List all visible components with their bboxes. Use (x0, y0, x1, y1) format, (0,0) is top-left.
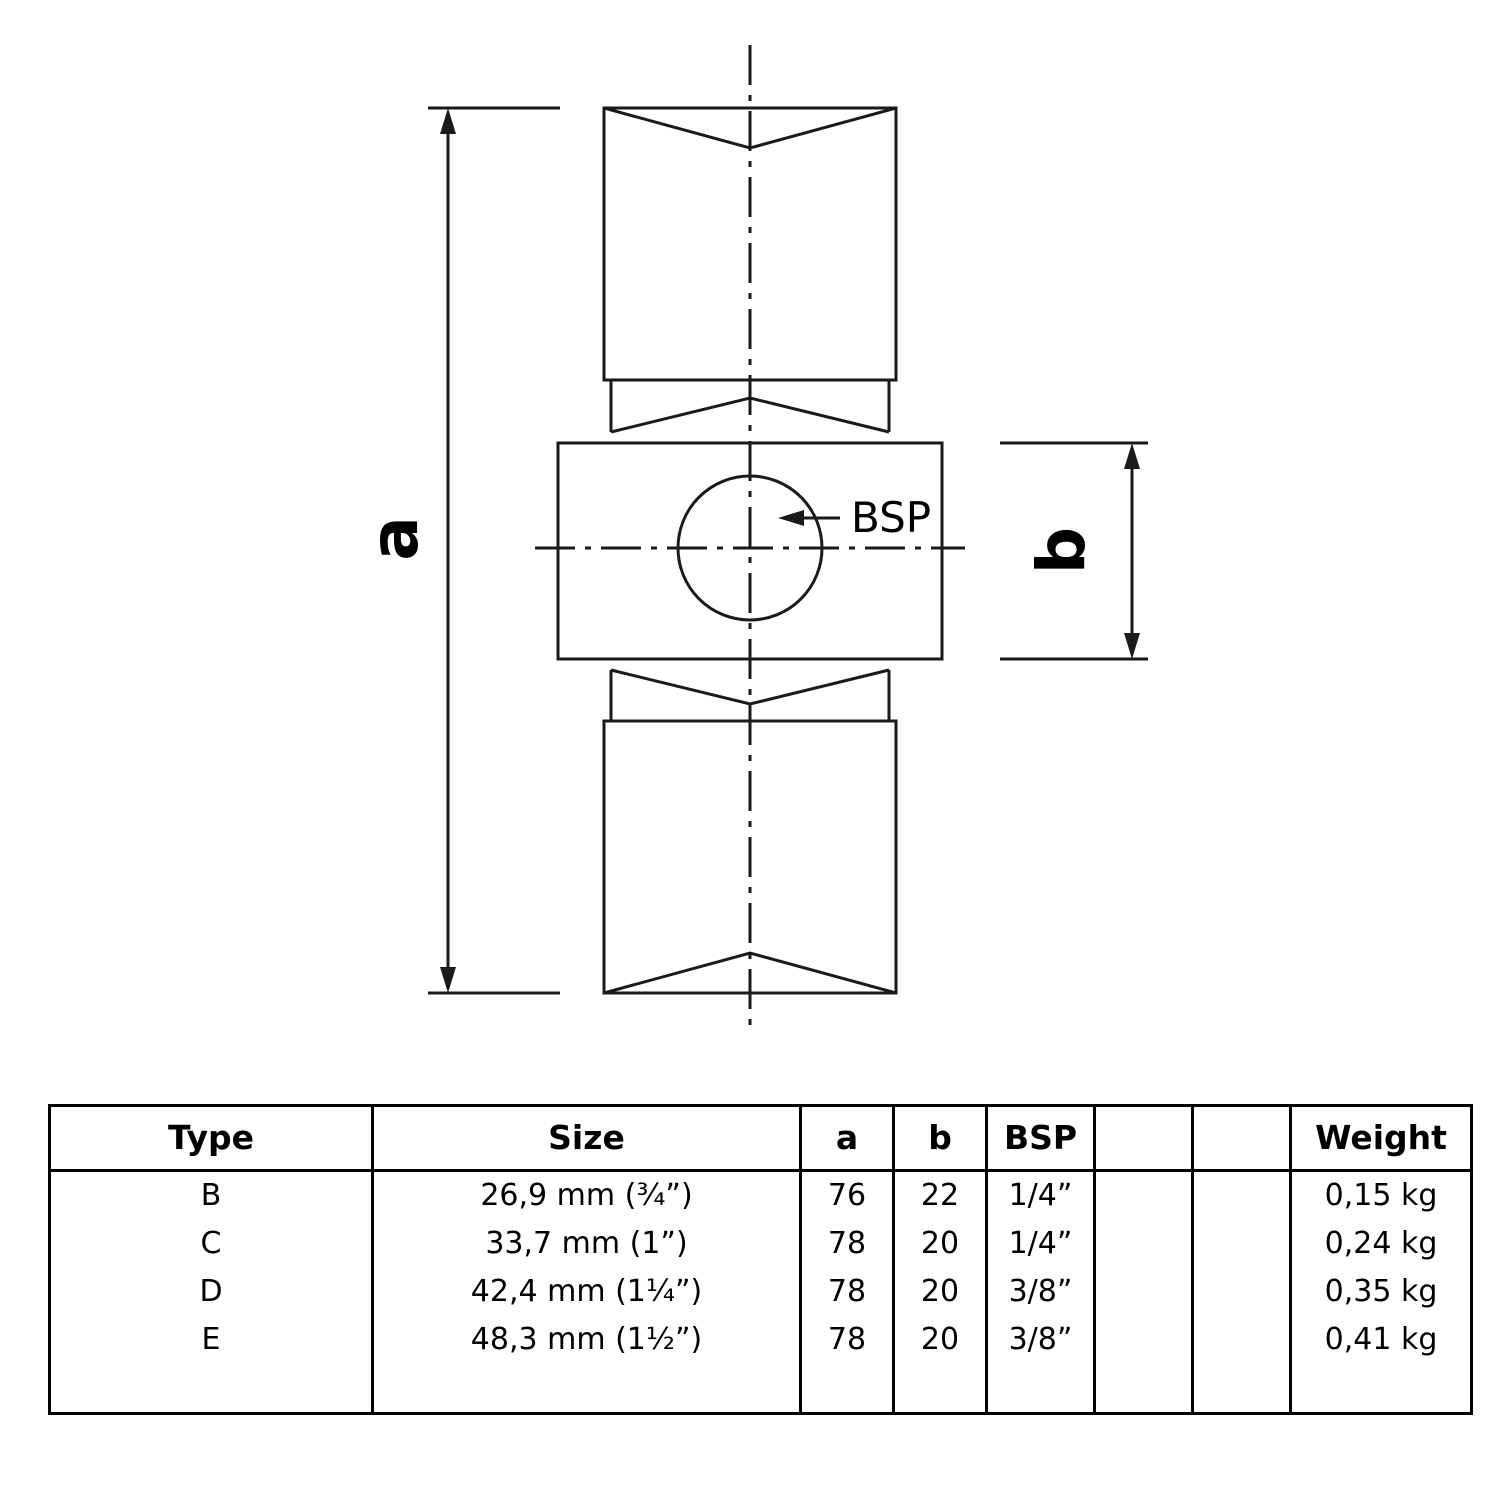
cell-weight: 0,24 kg (1291, 1220, 1472, 1268)
cell-type: E (50, 1316, 373, 1364)
cell-size: 48,3 mm (1½”) (373, 1316, 801, 1364)
cell-a: 76 (801, 1171, 894, 1221)
cell-empty (1291, 1364, 1472, 1414)
dimension-label-a: a (355, 516, 433, 561)
table-row (50, 1171, 1472, 1221)
a-arrow-bottom (440, 967, 456, 993)
cell-a: 78 (801, 1220, 894, 1268)
cell-blank-1 (1095, 1171, 1193, 1221)
cell-a: 78 (801, 1268, 894, 1316)
cell-size: 33,7 mm (1”) (373, 1220, 801, 1268)
cell-empty (1193, 1364, 1291, 1414)
cell-type: C (50, 1220, 373, 1268)
header-bsp: BSP (987, 1106, 1095, 1171)
header-size: Size (373, 1106, 801, 1171)
cell-empty (1095, 1364, 1193, 1414)
cell-b: 20 (894, 1220, 987, 1268)
bsp-callout-label: BSP (851, 493, 932, 542)
a-arrow-top (440, 108, 456, 134)
bsp-leader-arrow (778, 510, 804, 526)
cell-blank-1 (1095, 1220, 1193, 1268)
cell-blank-2 (1193, 1220, 1291, 1268)
cell-weight: 0,35 kg (1291, 1268, 1472, 1316)
cell-bsp: 1/4” (987, 1220, 1095, 1268)
header-a: a (801, 1106, 894, 1171)
cell-empty (894, 1364, 987, 1414)
cell-size: 42,4 mm (1¼”) (373, 1268, 801, 1316)
cell-weight: 0,41 kg (1291, 1316, 1472, 1364)
cell-empty (50, 1364, 373, 1414)
cell-b: 20 (894, 1268, 987, 1316)
cell-weight: 0,15 kg (1291, 1171, 1472, 1221)
cell-size: 26,9 mm (¾”) (373, 1171, 801, 1221)
header-type: Type (50, 1106, 373, 1171)
header-b: b (894, 1106, 987, 1171)
header-weight: Weight (1291, 1106, 1472, 1171)
cell-a: 78 (801, 1316, 894, 1364)
cell-b: 22 (894, 1171, 987, 1221)
table-body (50, 1171, 1472, 1414)
cell-blank-2 (1193, 1171, 1291, 1221)
dimension-label-b: b (1023, 526, 1101, 575)
table-row (50, 1268, 1472, 1316)
table-header-row (50, 1106, 1472, 1171)
specification-table-container (48, 1104, 1446, 1415)
cell-type: D (50, 1268, 373, 1316)
cell-type: B (50, 1171, 373, 1221)
table-header (50, 1106, 1472, 1171)
cell-empty (801, 1364, 894, 1414)
cell-empty (373, 1364, 801, 1414)
header-blank-2 (1193, 1106, 1291, 1171)
cell-b: 20 (894, 1316, 987, 1364)
table-empty-row (50, 1364, 1472, 1414)
cell-blank-1 (1095, 1316, 1193, 1364)
specification-table (48, 1104, 1473, 1415)
table-row (50, 1220, 1472, 1268)
header-blank-1 (1095, 1106, 1193, 1171)
b-arrow-top (1124, 443, 1140, 469)
b-arrow-bottom (1124, 633, 1140, 659)
cell-blank-1 (1095, 1268, 1193, 1316)
cell-empty (987, 1364, 1095, 1414)
cell-blank-2 (1193, 1268, 1291, 1316)
cell-bsp: 1/4” (987, 1171, 1095, 1221)
cell-bsp: 3/8” (987, 1316, 1095, 1364)
cell-blank-2 (1193, 1316, 1291, 1364)
table-row (50, 1316, 1472, 1364)
cell-bsp: 3/8” (987, 1268, 1095, 1316)
